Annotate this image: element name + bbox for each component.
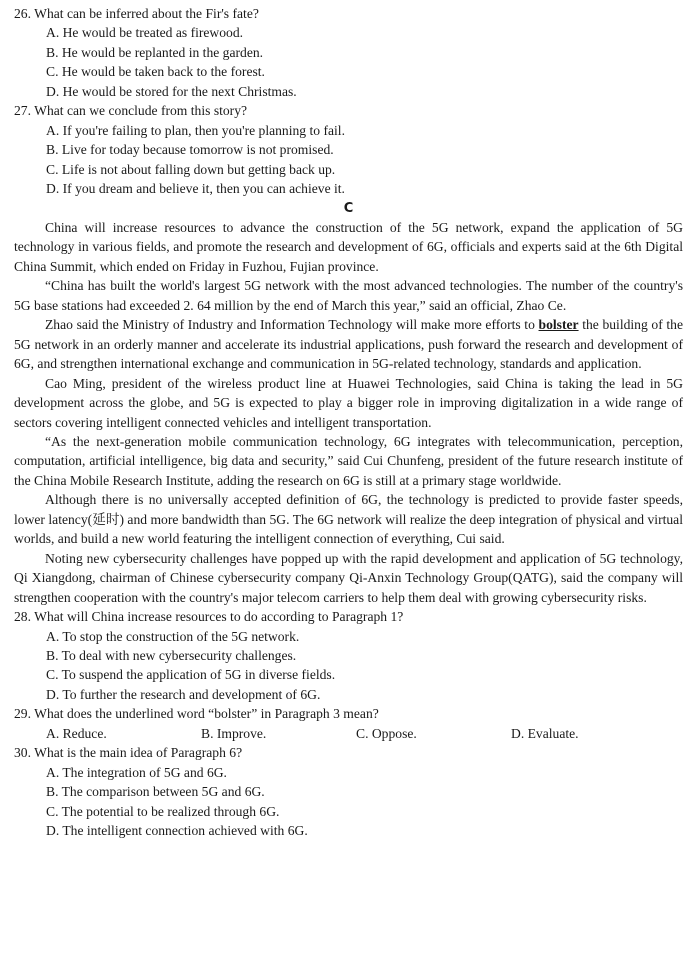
option-c: C. Life is not about falling down but getting back up. xyxy=(46,161,336,177)
underlined-word-bolster: bolster xyxy=(538,317,579,333)
option-b: B. To deal with new cybersecurity challenges. xyxy=(46,647,297,663)
paragraph-3-after: the building of the 5G network in an orderly manner and accelerate its industrial applications, push forward the research and development of 6G, and strengthen international exchange and communication in 5G-related technology, standards and application. xyxy=(14,317,683,372)
paragraph-6: Although there is no universally accepted definition of 6G, the technology is predicted to provide faster speeds, lower latency(延时) and more bandwidth than 5G. The 6G network will realize the deep integration of physical and virtual worlds, and build a new world featuring the intelligent connection of everything, Cui said. xyxy=(14,492,683,547)
option-a: A. The integration of 5G and 6G. xyxy=(46,764,227,780)
paragraph-2: “China has built the world's largest 5G network with the most advanced technologies. The number of the country's 5G base stations had exceeded 2. 64 million by the end of March this year,” said an official, Zhao Ce. xyxy=(14,278,683,313)
option-a: A. If you're failing to plan, then you're planning to fail. xyxy=(46,122,345,138)
option-c: C. Oppose. xyxy=(356,725,417,741)
question-29 xyxy=(14,704,683,743)
question-stem: 28. What will China increase resources to do according to Paragraph 1? xyxy=(14,609,404,625)
option-d: D. He would be stored for the next Christmas. xyxy=(46,83,297,99)
paragraph-3 xyxy=(14,315,683,373)
question-27 xyxy=(14,101,683,198)
options-row xyxy=(14,724,683,743)
option-a: A. Reduce. xyxy=(46,725,107,741)
paragraph-1: China will increase resources to advance the construction of the 5G network, expand the application of 5G technology in various fields, and promote the research and development of 6G, officials and experts said at the 6th Digital China Summit, which ended on Friday in Fuzhou, Fujian province. xyxy=(14,219,683,274)
passage-c xyxy=(14,199,683,608)
question-stem: 27. What can we conclude from this story? xyxy=(14,103,248,119)
option-d: D. The intelligent connection achieved with 6G. xyxy=(46,823,308,839)
question-28 xyxy=(14,607,683,704)
exam-page xyxy=(14,4,683,840)
option-b: B. The comparison between 5G and 6G. xyxy=(46,784,265,800)
option-c: C. To suspend the application of 5G in diverse fields. xyxy=(46,667,336,683)
question-26 xyxy=(14,4,683,101)
question-stem: 26. What can be inferred about the Fir's fate? xyxy=(14,6,259,21)
option-b: B. He would be replanted in the garden. xyxy=(46,44,264,60)
option-a: A. He would be treated as firewood. xyxy=(46,25,244,41)
paragraph-7: Noting new cybersecurity challenges have popped up with the rapid development and application of 5G technology, Qi Xiangdong, chairman of Chinese cybersecurity company Qi-Anxin Technology Group(QATG), said the company will strengthen cooperation with the country's major telecom carriers to help them deal with growing cybersecurity risks. xyxy=(14,550,683,605)
option-c: C. He would be taken back to the forest. xyxy=(46,64,265,80)
paragraph-3-before: Zhao said the Ministry of Industry and Information Technology will make more efforts to xyxy=(45,317,539,333)
option-b: B. Live for today because tomorrow is not promised. xyxy=(46,142,334,158)
option-d: D. Evaluate. xyxy=(511,725,579,741)
paragraph-5: “As the next-generation mobile communication technology, 6G integrates with telecommunication, perception, computation, artificial intelligence, big data and security,” said Cui Chunfeng, president of the future research institute of the China Mobile Research Institute, adding the research on 6G is still at a primary stage worldwide. xyxy=(14,433,683,488)
paragraph-4: Cao Ming, president of the wireless product line at Huawei Technologies, said China is taking the lead in 5G development across the globe, and 5G is expected to play a bigger role in improving digitalization in a wide range of sectors covering intelligent connected vehicles and intelligent transportation. xyxy=(14,375,683,430)
question-30 xyxy=(14,743,683,840)
option-d: D. To further the research and development of 6G. xyxy=(46,686,321,702)
question-stem: 30. What is the main idea of Paragraph 6? xyxy=(14,745,243,761)
section-label: C xyxy=(343,200,354,216)
option-b: B. Improve. xyxy=(201,725,267,741)
option-c: C. The potential to be realized through 6G. xyxy=(46,803,280,819)
question-stem: 29. What does the underlined word “bolster” in Paragraph 3 mean? xyxy=(14,706,379,722)
option-a: A. To stop the construction of the 5G network. xyxy=(46,628,300,644)
option-d: D. If you dream and believe it, then you can achieve it. xyxy=(46,181,345,197)
